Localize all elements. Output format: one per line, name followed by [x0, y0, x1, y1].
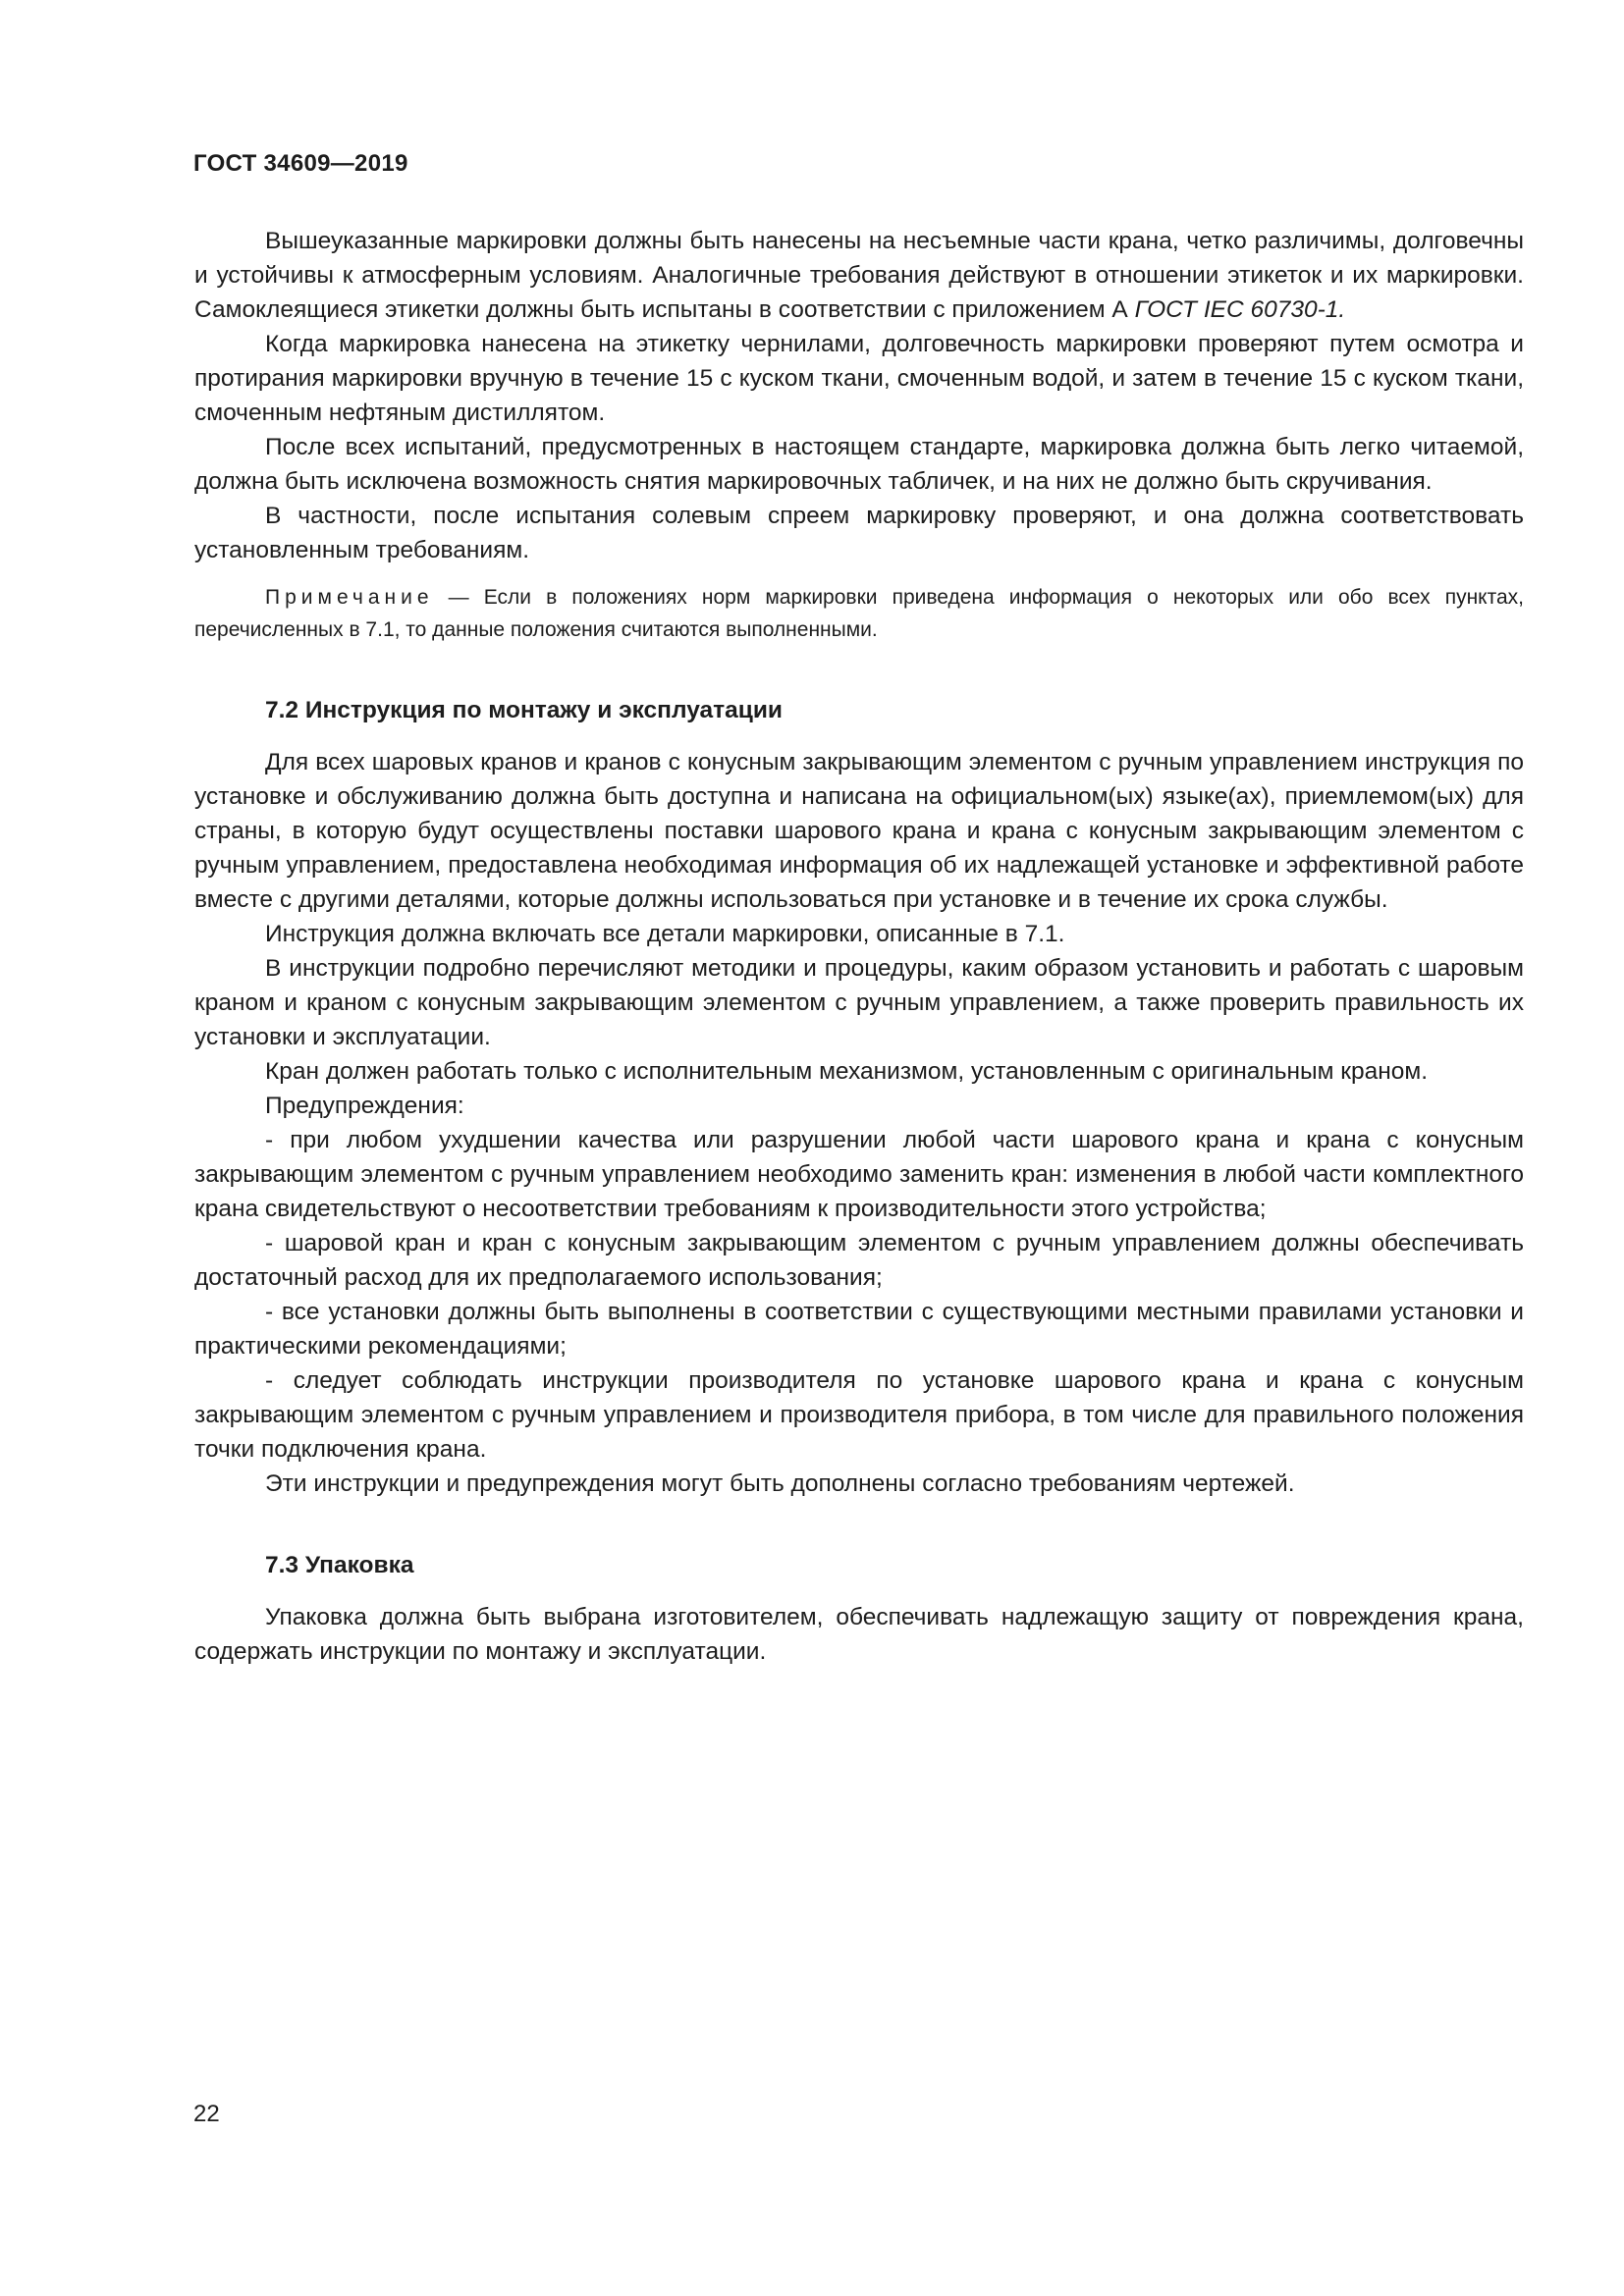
- section-heading-7-3: 7.3 Упаковка: [265, 1552, 414, 1578]
- note: [194, 581, 1524, 646]
- paragraph-supplement: Эти инструкции и предупреждения могут быть дополнены согласно требованиям чертежей.: [265, 1470, 1295, 1497]
- paragraph-warnings-label: Предупреждения:: [265, 1093, 464, 1119]
- note-text: — Если в положениях норм маркировки приведена информация о некоторых или обо всех пунктах, перечисленных в 7.1, то данные положения считаются выполненными.: [194, 586, 1524, 641]
- paragraph-instructions-procedures: В инструкции подробно перечисляют методики и процедуры, каким образом установить и работать с шаровым краном и краном с конусным закрывающим элементом с ручным управлением, а также проверить правильность их установки и эксплуатации.: [194, 955, 1524, 1050]
- paragraph-actuator: Кран должен работать только с исполнительным механизмом, установленным с оригинальным краном.: [265, 1058, 1429, 1085]
- paragraph-text: Вышеуказанные маркировки должны быть нанесены на несъемные части крана, четко различимы, долговечны и устойчивы к атмосферным условиям. Аналогичные требования действуют в отношении этикеток и их маркировки. Самоклеящиеся этикетки должны быть испытаны в соответствии с приложением А: [194, 228, 1524, 323]
- paragraph-legibility: После всех испытаний, предусмотренных в настоящем стандарте, маркировка должна быть легко читаемой, должна быть исключена возможность снятия маркировочных табличек, и на них не должно быть скручивания.: [194, 434, 1524, 495]
- paragraph-instructions-availability: Для всех шаровых кранов и кранов с конусным закрывающим элементом с ручным управлением инструкция по установке и обслуживанию должна быть доступна и написана на официальном(ых) языке(ах), приемлемом(ых) для страны, в которую будут осуществлены поставки шарового крана и крана с конусным закрывающим элементом с ручным управлением, предоставлена необходимая информация об их надлежащей установке и эффективной работе вместе с другими деталями, которые должны использоваться при установке и в течение их срока службы.: [194, 749, 1524, 913]
- document-header: ГОСТ 34609—2019: [193, 150, 408, 177]
- standard-reference: ГОСТ IEC 60730-1.: [1134, 296, 1346, 323]
- page-number: 22: [193, 2101, 220, 2127]
- warning-item: - шаровой кран и кран с конусным закрывающим элементом с ручным управлением должны обеспечивать достаточный расход для их предполагаемого использования;: [194, 1230, 1524, 1291]
- paragraph-ink-marking: Когда маркировка нанесена на этикетку чернилами, долговечность маркировки проверяют путем осмотра и протирания маркировки вручную в течение 15 с куском ткани, смоченным водой, и затем в течение 15 с куском ткани, смоченным нефтяным дистиллятом.: [194, 331, 1524, 426]
- warning-item: - при любом ухудшении качества или разрушении любой части шарового крана и крана с конусным закрывающим элементом с ручным управлением необходимо заменить кран: изменения в любой части комплектного крана свидетельствуют о несоответствии требованиям к производительности этого устройства;: [194, 1127, 1524, 1222]
- document-body: [194, 224, 1524, 1669]
- paragraph-marking-requirements: [194, 224, 1524, 327]
- warning-item: - следует соблюдать инструкции производителя по установке шарового крана и крана с конусным закрывающим элементом с ручным управлением и производителя прибора, в том числе для правильного положения точки подключения крана.: [194, 1367, 1524, 1463]
- paragraph-packaging: Упаковка должна быть выбрана изготовителем, обеспечивать надлежащую защиту от повреждения крана, содержать инструкции по монтажу и эксплуатации.: [194, 1604, 1524, 1665]
- warning-item: - все установки должны быть выполнены в соответствии с существующими местными правилами установки и практическими рекомендациями;: [194, 1299, 1524, 1360]
- note-label: Примечание: [265, 586, 434, 609]
- section-heading-7-2: 7.2 Инструкция по монтажу и эксплуатации: [265, 697, 783, 723]
- paragraph-salt-spray: В частности, после испытания солевым спреем маркировку проверяют, и она должна соответствовать установленным требованиям.: [194, 503, 1524, 563]
- paragraph-instructions-marking: Инструкция должна включать все детали маркировки, описанные в 7.1.: [265, 921, 1065, 947]
